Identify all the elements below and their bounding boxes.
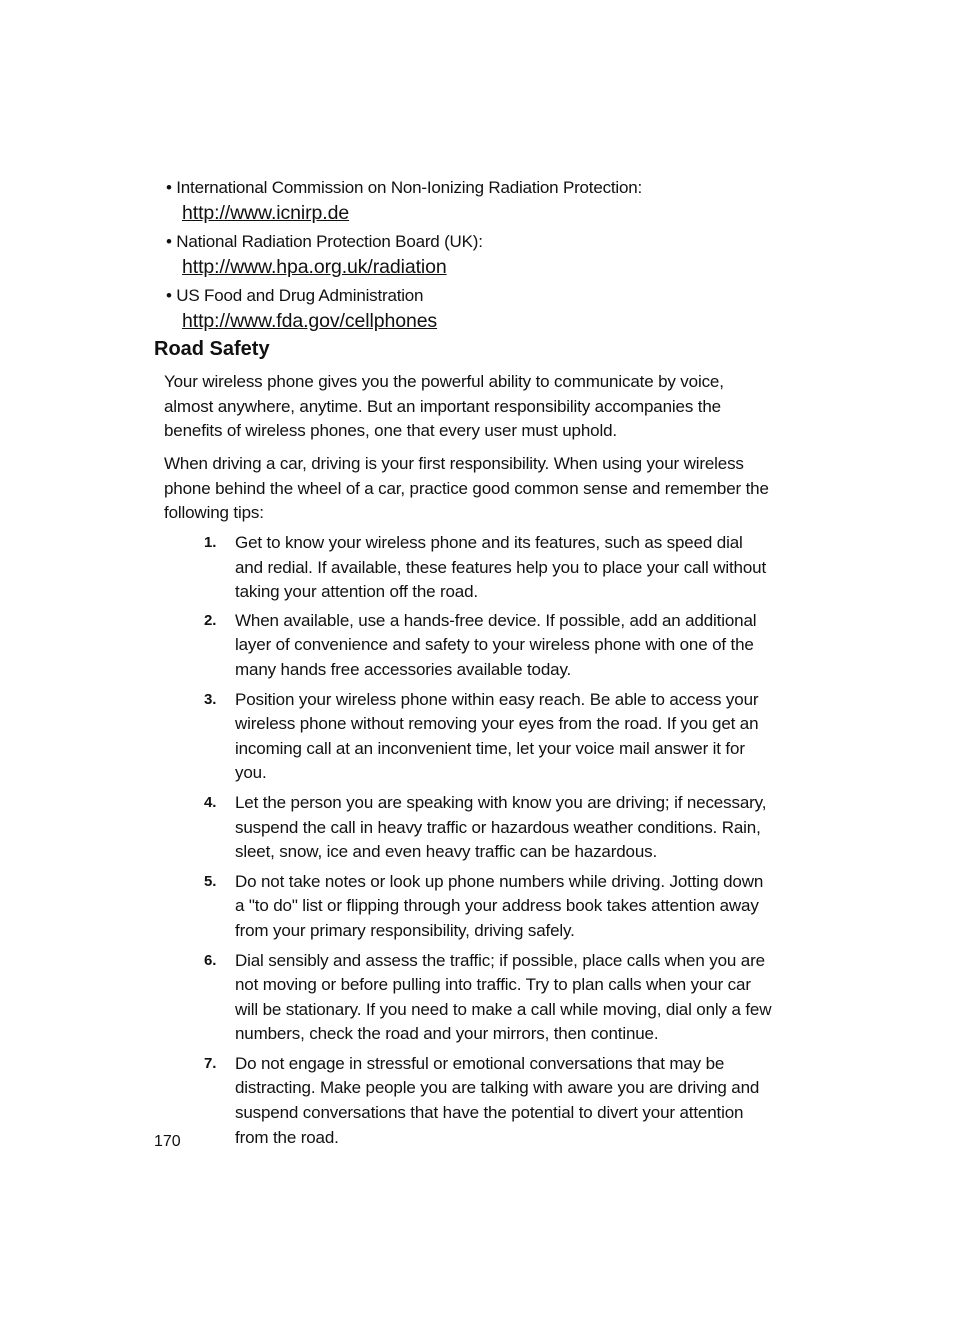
tip-item bbox=[204, 949, 774, 1047]
tips-list bbox=[204, 531, 774, 1150]
tip-number: 2. bbox=[204, 611, 217, 629]
tip-item bbox=[204, 1052, 774, 1150]
tip-text: Do not take notes or look up phone numbers while driving. Jotting down a "to do" list or flipping through your address book takes attention away from your primary responsibility, driving safely. bbox=[235, 871, 764, 940]
driving-paragraph: When driving a car, driving is your first responsibility. When using your wireless phone behind the wheel of a car, practice good common sense and remember the following tips: bbox=[164, 454, 769, 523]
tip-text: Do not engage in stressful or emotional conversations that may be distracting. Make people you are talking with aware you are driving and suspend conversations that have the potential to divert your attention from the road. bbox=[235, 1053, 760, 1147]
tip-text: Let the person you are speaking with know you are driving; if necessary, suspend the call in heavy traffic or hazardous weather conditions. Rain, sleet, snow, ice and even heavy traffic can be hazardous. bbox=[235, 792, 767, 862]
intro-paragraph: Your wireless phone gives you the powerful ability to communicate by voice, almost anywhere, anytime. But an important responsibility accompanies the benefits of wireless phones, one that every user must uphold. bbox=[164, 372, 724, 441]
icnirp-link[interactable]: http://www.icnirp.de bbox=[182, 202, 350, 224]
tip-text: Dial sensibly and assess the traffic; if possible, place calls when you are not moving or before pulling into traffic. Try to plan calls when your car will be stationary. If you need to make a call while moving, dial only a few numbers, check the road and your mirrors, then continue. bbox=[235, 950, 772, 1044]
tip-item bbox=[204, 531, 774, 605]
tip-number: 3. bbox=[204, 690, 217, 708]
tip-number: 1. bbox=[204, 534, 217, 551]
tip-item bbox=[204, 688, 774, 786]
resource-label: • International Commission on Non-Ionizing Radiation Protection: bbox=[166, 178, 643, 197]
tip-number: 4. bbox=[204, 793, 217, 811]
resource-item-icnirp bbox=[166, 176, 806, 226]
tip-number: 6. bbox=[204, 951, 217, 969]
resource-list bbox=[166, 176, 806, 338]
tip-text: When available, use a hands-free device. If possible, add an additional layer of convenience and safety to your wireless phone with one of the many hands free accessories available today. bbox=[235, 610, 757, 679]
tip-item bbox=[204, 609, 774, 683]
tip-number: 7. bbox=[204, 1054, 217, 1072]
tip-item bbox=[204, 870, 774, 944]
tip-number: 5. bbox=[204, 872, 217, 890]
tip-text: Position your wireless phone within easy reach. Be able to access your wireless phone without removing your eyes from the road. If you get an incoming call at an inconvenient time, let your voice mail answer it for you. bbox=[235, 689, 759, 783]
resource-item-hpa bbox=[166, 230, 806, 280]
page-number: 170 bbox=[154, 1133, 181, 1150]
fda-link[interactable]: http://www.fda.gov/cellphones bbox=[182, 310, 438, 332]
resource-label: • US Food and Drug Administration bbox=[166, 286, 424, 305]
resource-label: • National Radiation Protection Board (UK): bbox=[166, 232, 483, 251]
tip-item bbox=[204, 791, 774, 865]
resource-item-fda bbox=[166, 284, 806, 334]
hpa-link[interactable]: http://www.hpa.org.uk/radiation bbox=[182, 256, 447, 278]
tip-text: Get to know your wireless phone and its features, such as speed dial and redial. If available, these features help you to place your call without taking your attention off the road. bbox=[235, 533, 767, 602]
section-title: Road Safety bbox=[154, 338, 270, 360]
